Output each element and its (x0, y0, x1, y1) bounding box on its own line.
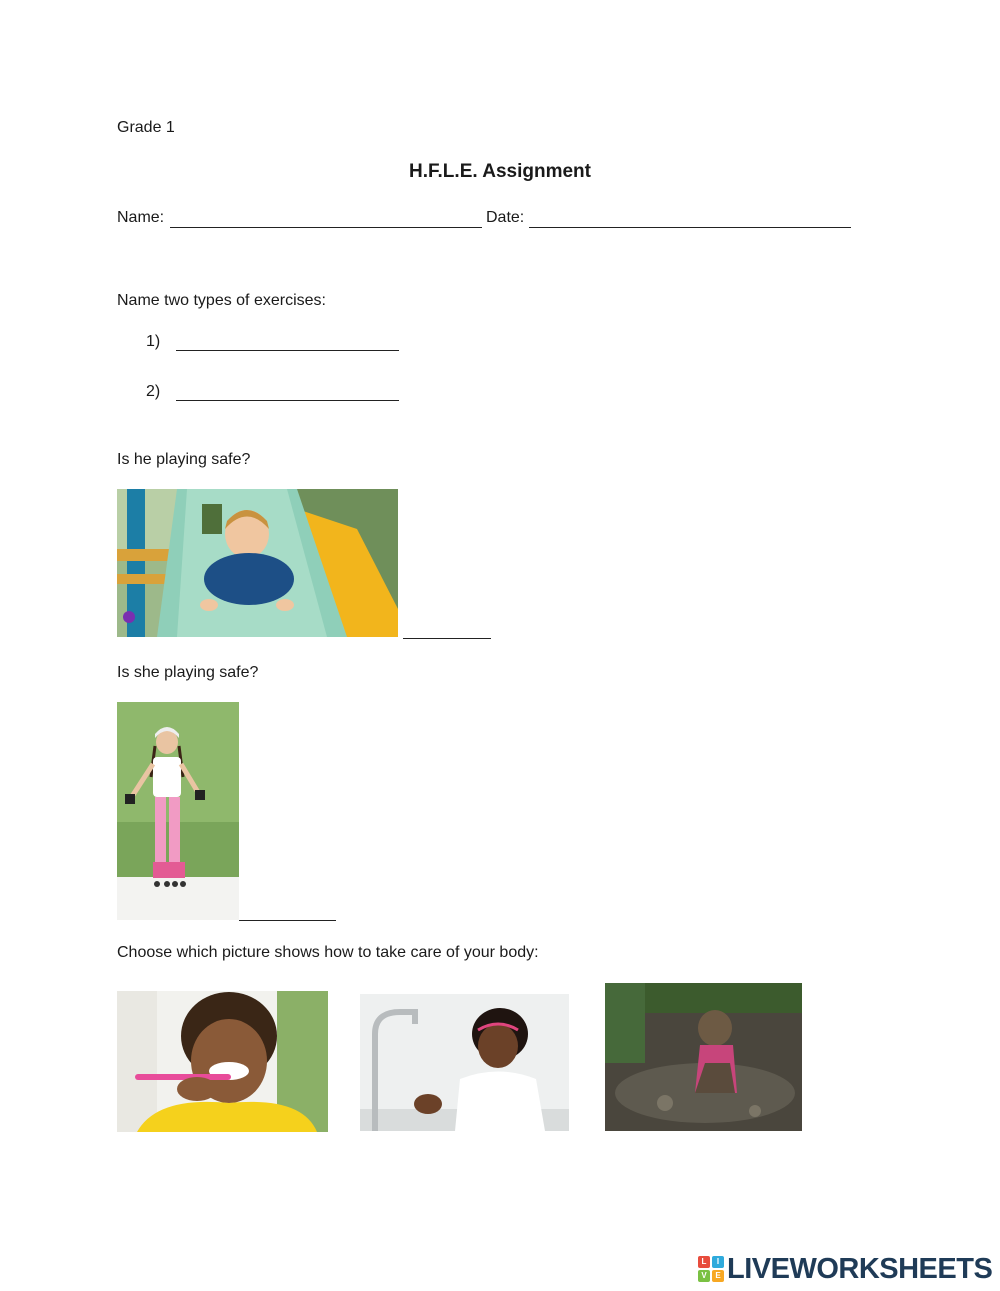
brand-wordmark: LIVEWORKSHEETS (727, 1253, 993, 1285)
care-question: Choose which picture shows how to take care of your body: (117, 944, 539, 961)
liveworksheets-logo (698, 1254, 992, 1284)
girl-washing-hands-image[interactable] (360, 994, 569, 1131)
girl-brushing-teeth-image[interactable] (117, 991, 328, 1132)
girl-skating-image (117, 702, 239, 920)
date-field[interactable] (529, 227, 851, 228)
exercises-prompt: Name two types of exercises: (117, 292, 326, 309)
exercise-answer-2[interactable] (176, 400, 399, 401)
page-title: H.F.L.E. Assignment (409, 161, 591, 182)
exercise-number-1: 1) (146, 333, 161, 350)
slide-answer[interactable] (403, 638, 491, 639)
logo-blocks-icon (698, 1256, 724, 1282)
exercise-number-2: 2) (146, 383, 161, 400)
girl-in-mud-image[interactable] (605, 983, 802, 1131)
name-label: Name: (117, 209, 165, 226)
logo-block-v: V (698, 1270, 710, 1282)
boy-on-slide-image (117, 489, 398, 637)
skate-answer[interactable] (239, 920, 336, 921)
logo-block-i: I (712, 1256, 724, 1268)
name-field[interactable] (170, 227, 482, 228)
slide-question: Is he playing safe? (117, 451, 251, 468)
logo-block-l: L (698, 1256, 710, 1268)
logo-block-e: E (712, 1270, 724, 1282)
skate-question: Is she playing safe? (117, 664, 259, 681)
grade-label: Grade 1 (117, 119, 175, 136)
exercise-answer-1[interactable] (176, 350, 399, 351)
date-label: Date: (486, 209, 525, 226)
